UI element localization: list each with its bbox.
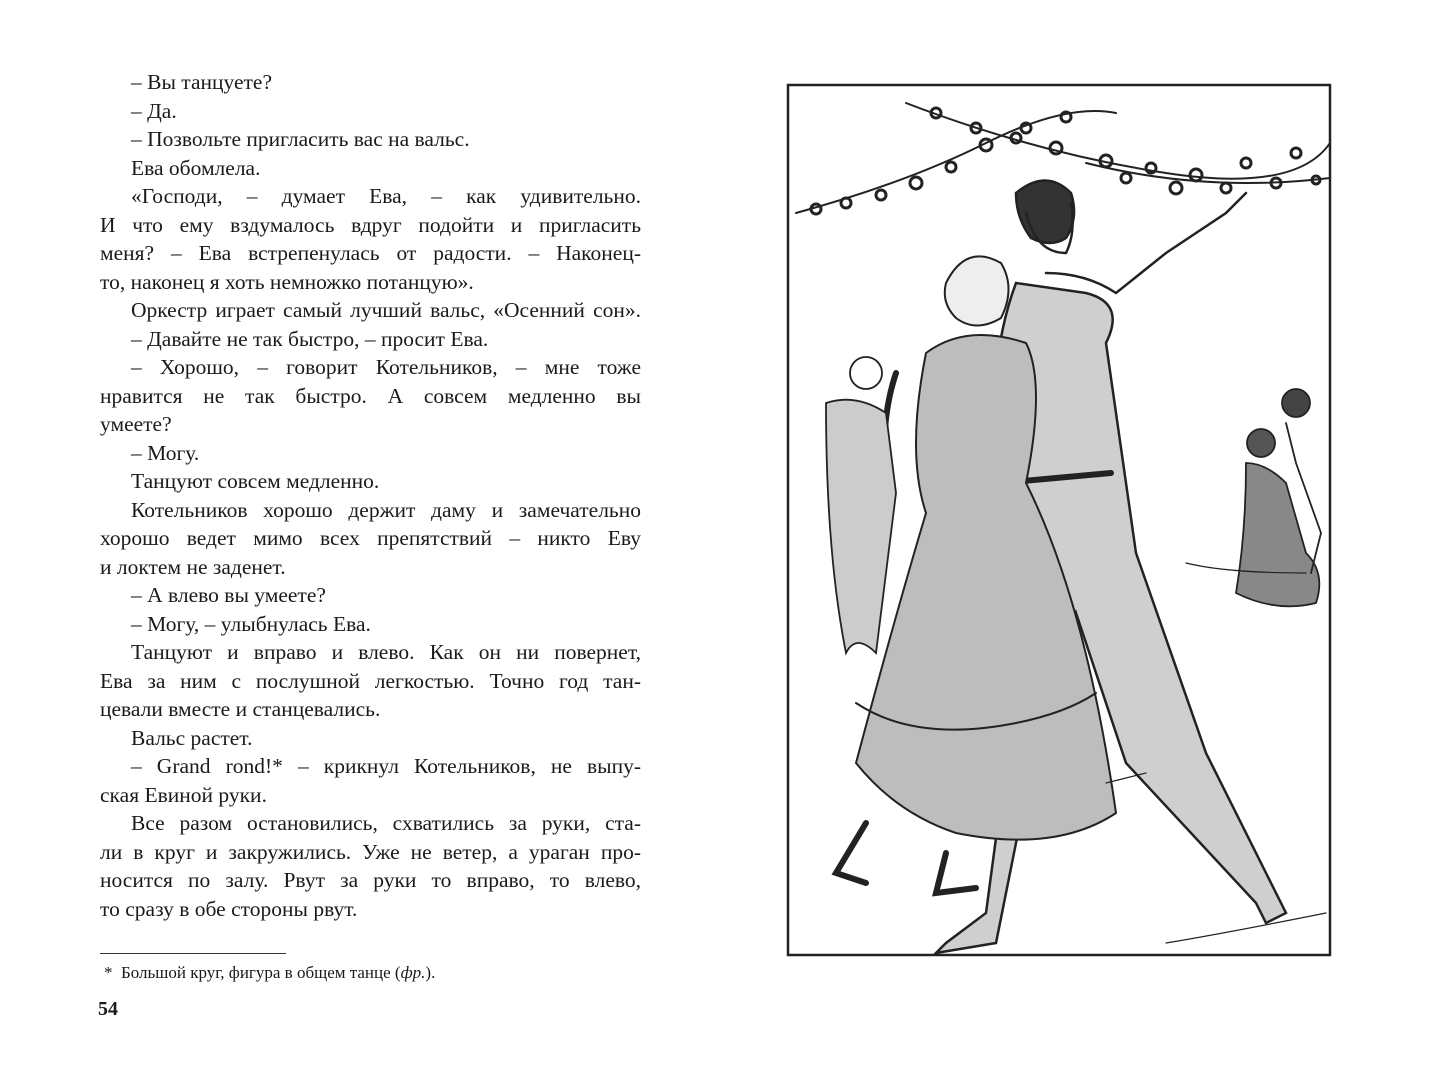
text-line: Ева обомлела. [131, 155, 261, 180]
text-line: – А влево вы умеете? [131, 583, 326, 607]
illustration-waltz-dancers [786, 83, 1332, 957]
text-line: Ева за ним с послушной легкостью. Точно год тан- [100, 668, 641, 693]
body-text [100, 68, 641, 923]
text-line: нравится не так быстро. А совсем медленно вы [100, 383, 641, 408]
text-line: ли в круг и закружились. Уже не ветер, а ураган про- [100, 839, 641, 864]
text-line: – Могу. [131, 440, 200, 465]
text-line: хорошо ведет мимо всех препятствий – никто Еву [100, 526, 641, 550]
text-line: – Вы танцуете? [131, 70, 272, 94]
text-line: цевали вместе и станцевались. [100, 697, 381, 721]
page-number: 54 [98, 998, 118, 1020]
text-line: и локтем не заденет. [100, 554, 286, 579]
footnote [104, 962, 435, 984]
text-line: – Давайте не так быстро, – просит Ева. [131, 326, 489, 351]
text-line: – Хорошо, – говорит Котельников, – мне тоже [131, 355, 641, 379]
text-line: то, наконец я хоть немножко потанцую». [100, 269, 474, 294]
text-line: – Могу, – улыбнулась Ева. [131, 611, 371, 636]
text-line: ская Евиной руки. [100, 782, 267, 807]
text-line: то сразу в обе стороны рвут. [100, 896, 358, 921]
text-line: носится по залу. Рвут за руки то вправо, то влево, [100, 868, 641, 892]
footnote-mark: * [104, 963, 113, 982]
footnote-end: ). [425, 963, 436, 982]
text-line: Вальс растет. [131, 725, 253, 750]
footnote-divider [100, 953, 286, 954]
text-line: – Позвольте пригласить вас на вальс. [131, 127, 470, 151]
text-line: Танцуют совсем медленно. [131, 469, 380, 493]
footnote-text: Большой круг, фигура в общем танце ( [121, 963, 401, 982]
footnote-abbrev: фр. [400, 963, 426, 982]
text-line: И что ему вздумалось вдруг подойти и пригласить [100, 212, 641, 237]
text-line: – Да. [131, 98, 177, 123]
text-line: «Господи, – думает Ева, – как удивительно. [131, 184, 641, 208]
text-line: Танцуют и вправо и влево. Как он ни повернет, [131, 640, 641, 664]
text-line: Оркестр играет самый лучший вальс, «Осенний сон». [131, 298, 641, 322]
text-line: умеете? [100, 412, 172, 436]
text-line: Все разом остановились, схватились за руки, ста- [131, 811, 641, 835]
text-line: – Grand rond!* – крикнул Котельников, не выпу- [131, 754, 641, 778]
text-line: меня? – Ева встрепенулась от радости. – Наконец- [100, 241, 641, 265]
text-line: Котельников хорошо держит даму и замечательно [131, 497, 641, 522]
